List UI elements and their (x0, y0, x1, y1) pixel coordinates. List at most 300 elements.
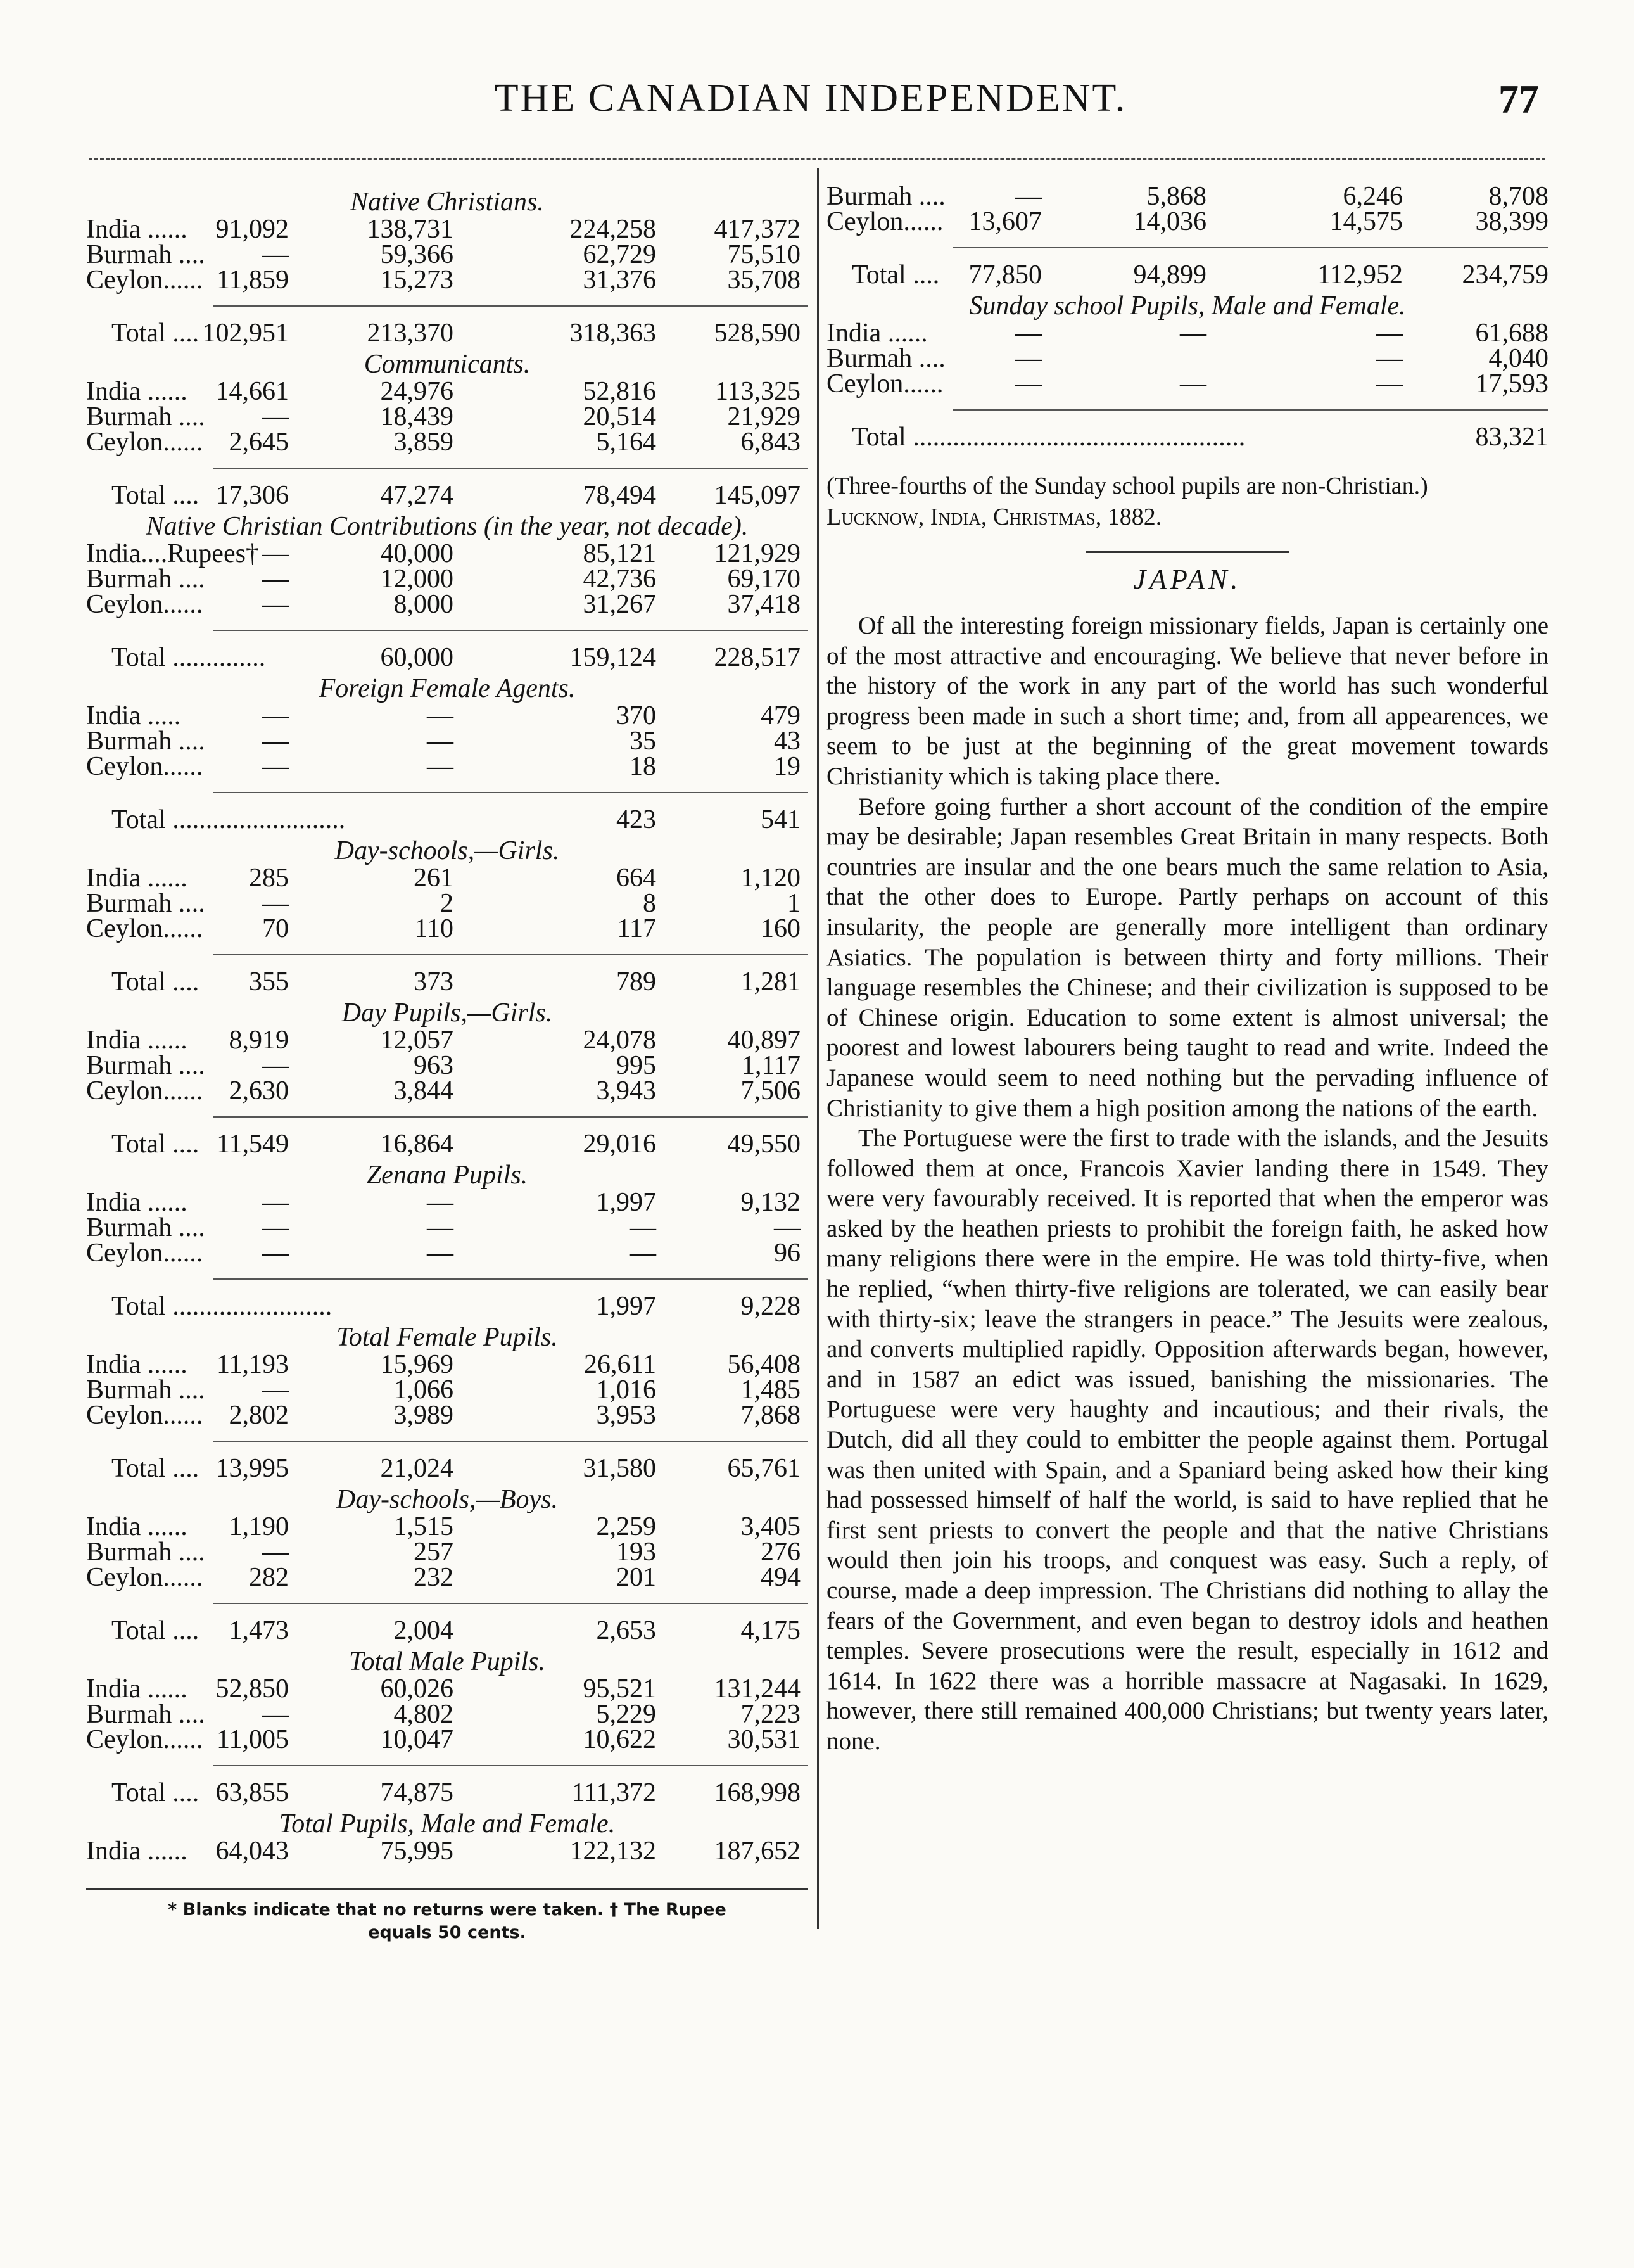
cell-value: 121,929 (714, 539, 801, 568)
cell-value: 47,274 (380, 481, 453, 510)
section-heading: Communicants. (364, 350, 531, 379)
cell-value: — (1180, 319, 1206, 348)
cell-value: 228,517 (714, 643, 801, 672)
table-row (826, 184, 1548, 209)
cell-value: 7,506 (740, 1076, 801, 1105)
section-heading: Total Pupils, Male and Female. (279, 1809, 616, 1838)
cell-value: 63,855 (215, 1778, 289, 1807)
cell-value: — (262, 701, 289, 730)
cell-value: 77,850 (968, 260, 1042, 290)
cell-value: 14,661 (215, 377, 289, 406)
cell-value: 12,057 (380, 1026, 453, 1055)
cell-value: 40,000 (380, 539, 453, 568)
cell-value: 13,995 (215, 1454, 289, 1483)
row-label: Total .... (111, 481, 200, 510)
table-row (86, 404, 808, 430)
cell-value: 201 (616, 1563, 656, 1592)
cell-value: 1,066 (393, 1375, 453, 1405)
cell-value: 1,485 (740, 1375, 801, 1405)
table-row (86, 1190, 808, 1215)
cell-value: 8,708 (1488, 182, 1548, 211)
cell-value: 261 (414, 863, 453, 893)
cell-value: 528,590 (714, 319, 801, 348)
cell-value: — (1376, 369, 1403, 398)
row-label: Ceylon...... (86, 1725, 203, 1754)
table-row (86, 1565, 808, 1590)
cell-value: 1,997 (596, 1188, 656, 1217)
cell-value: 789 (616, 967, 656, 997)
cell-value: 285 (249, 863, 289, 893)
cell-value: 2 (440, 889, 453, 918)
cell-value: 1,281 (740, 967, 801, 997)
cell-value: 276 (761, 1538, 801, 1567)
section-heading: Day-schools,—Girls. (334, 836, 560, 865)
row-label: Total .... (111, 1778, 200, 1807)
section-heading: Day Pupils,—Girls. (341, 998, 553, 1028)
row-label: India ...... (86, 1512, 187, 1541)
row-label: India ...... (86, 1188, 187, 1217)
cell-value: 20,514 (583, 402, 656, 431)
table-row (86, 217, 808, 242)
row-label: Total .... (111, 967, 200, 997)
row-label: Burmah .... (86, 1051, 205, 1080)
cell-value: 664 (616, 863, 656, 893)
cell-value: — (262, 1375, 289, 1405)
row-label: Total .................................................. (852, 423, 1246, 452)
row-label: India ..... (86, 701, 181, 730)
cell-value: — (262, 1700, 289, 1729)
section-heading: Sunday school Pupils, Male and Female. (969, 291, 1406, 321)
table-row (86, 1539, 808, 1565)
row-label: Burmah .... (86, 889, 205, 918)
total-row (86, 1131, 808, 1157)
row-label: India ...... (86, 1837, 187, 1866)
total-row (86, 1618, 808, 1643)
cell-value: 5,868 (1146, 182, 1206, 211)
page-header (82, 71, 1539, 128)
table-row (86, 1514, 808, 1539)
cell-value: 15,273 (380, 265, 453, 295)
cell-value: 18,439 (380, 402, 453, 431)
cell-value: 257 (414, 1538, 453, 1567)
cell-value: 91,092 (215, 215, 289, 244)
cell-value: 52,816 (583, 377, 656, 406)
row-label: Burmah .... (86, 1538, 205, 1567)
cell-value: 318,363 (569, 319, 656, 348)
row-label: Total ........................ (111, 1292, 332, 1321)
cell-value: — (427, 1213, 453, 1242)
row-label: India ...... (86, 1026, 187, 1055)
footnote-rule (86, 1888, 808, 1890)
cell-value: — (427, 1188, 453, 1217)
total-row (86, 321, 808, 346)
cell-value: 224,258 (569, 215, 656, 244)
cell-value: 5,229 (596, 1700, 656, 1729)
cell-value: 14,575 (1329, 207, 1403, 236)
row-label: Total .............. (111, 643, 266, 672)
cell-value: 14,036 (1133, 207, 1206, 236)
cell-value: — (1376, 319, 1403, 348)
right-column (826, 184, 1548, 1932)
cell-value: 112,952 (1317, 260, 1403, 290)
cell-value: 494 (761, 1563, 801, 1592)
cell-value: — (1015, 319, 1042, 348)
table-row (86, 729, 808, 754)
footnote (86, 1899, 808, 1944)
cell-value: 8 (643, 889, 656, 918)
cell-value: 213,370 (367, 319, 453, 348)
row-label: Ceylon...... (86, 428, 203, 457)
cell-value: 963 (414, 1051, 453, 1080)
cell-value: 96 (774, 1239, 801, 1268)
cell-value: 35,708 (727, 265, 801, 295)
cell-value: 282 (249, 1563, 289, 1592)
cell-value: — (262, 539, 289, 568)
table-row (86, 1702, 808, 1727)
table-row (826, 321, 1548, 346)
cell-value: 49,550 (727, 1130, 801, 1159)
cell-value: 16,864 (380, 1130, 453, 1159)
total-row (86, 807, 808, 832)
sunday-school-table (826, 291, 1548, 450)
cell-value: 138,731 (367, 215, 453, 244)
cell-value: — (1015, 369, 1042, 398)
cell-value: 37,418 (727, 590, 801, 619)
row-label: Burmah .... (826, 182, 946, 211)
cell-value: 85,121 (583, 539, 656, 568)
footnote-line: equals 50 cents. (368, 1923, 526, 1942)
table-row (86, 430, 808, 455)
table-row (86, 592, 808, 617)
cell-value: 1,016 (596, 1375, 656, 1405)
cell-value: 4,040 (1488, 344, 1548, 373)
row-label: India....Rupees† (86, 539, 259, 568)
total-row (826, 262, 1548, 288)
cell-value: 40,897 (727, 1026, 801, 1055)
table-row (826, 371, 1548, 397)
section-heading: Total Female Pupils. (336, 1323, 558, 1352)
cell-value: — (262, 1239, 289, 1268)
cell-value: 168,998 (714, 1778, 801, 1807)
row-label: Burmah .... (86, 1375, 205, 1405)
page-number: 77 (1498, 77, 1539, 122)
cell-value: 94,899 (1133, 260, 1206, 290)
cell-value: 17,593 (1475, 369, 1548, 398)
cell-value: 4,802 (393, 1700, 453, 1729)
cell-value: 3,859 (393, 428, 453, 457)
article-paragraph: Before going further a short account of the condition of the empire may be desirable; Japan resembles Great Britain in many respects. Both countries are insular and the one bears much the same relation to Asia, that the other does to Europe. Partly perhaps on account of this insularity, the people are generally more intelligent than ordinary Asiatics. The population is between thirty and forty millions. Their language resembles the Chinese; and their civilization is supposed to be of Chinese origin. Education to some extent is almost universal; the poorest and lowest labourers being taught to read and write. Indeed the Japanese would seem to need nothing but the pervading influence of Christianity to give them a high position among the nations of the earth. (826, 793, 1548, 1122)
cell-value: 193 (616, 1538, 656, 1567)
cell-value: — (262, 590, 289, 619)
cell-value: — (630, 1213, 656, 1242)
cell-value: 159,124 (569, 643, 656, 672)
cell-value: — (427, 752, 453, 781)
article-paragraph: The Portuguese were the first to trade with the islands, and the Jesuits followed them at once, Francois Xavier landing there in 1549. They were very favourably received. It is reported that when the emperor was asked by the heathen priests to prohibit the foreign faith, he asked how many religions there were in the empire. He was told thirty-five, when he replied, “when thirty-five religions are tolerated, we can easily bear with thirty-six; leave the strangers in peace.” The Jesuits were zealous, and converts multiplied rapidly. Opposition afterwards began, however, and in 1587 an edict was issued, banishing the missionaries. The Portuguese were very haughty and incautious; and their rivals, the Dutch, did all they could to embitter the people against them. Portugal was then united with Spain, and a Spaniard being asked how their king had possessed himself of half the world, is said to have replied that he first sent priests to convert the people and that the native Christians would then join his troops, and conquest was easy. Such a reply, of course, made a deep impression. The Christians did nothing to allay the fears of the Government, and even began to destroy idols and heathen temples. Severe prosecutions were the result, especially in 1612 and 1614. In 1622 there was a horrible massacre at Nagasaki. In 1629, however, there still remained 400,000 Christians; but twenty years later, none. (826, 1124, 1548, 1755)
total-row (86, 1456, 808, 1481)
header-rule (89, 158, 1545, 160)
cell-value: 61,688 (1475, 319, 1548, 348)
section-heading: Day-schools,—Boys. (336, 1485, 558, 1514)
cell-value: 417,372 (714, 215, 801, 244)
cell-value: 117 (617, 914, 656, 943)
row-label: Ceylon...... (86, 914, 203, 943)
table-row (86, 541, 808, 566)
cell-value: 7,223 (740, 1700, 801, 1729)
cell-value: 56,408 (727, 1350, 801, 1379)
cell-value: 3,844 (393, 1076, 453, 1105)
total-row (86, 483, 808, 508)
cell-value: — (427, 701, 453, 730)
row-label: Burmah .... (86, 402, 205, 431)
cell-value: 18 (630, 752, 656, 781)
cell-value: 15,969 (380, 1350, 453, 1379)
cell-value: 2,004 (393, 1616, 453, 1645)
cell-value: — (427, 1239, 453, 1268)
cell-value: 10,047 (380, 1725, 453, 1754)
table-row (86, 754, 808, 779)
row-label: Ceylon...... (826, 207, 944, 236)
row-label: Ceylon...... (86, 265, 203, 295)
row-label: India ...... (86, 1350, 187, 1379)
table-row (86, 566, 808, 592)
cell-value: 21,024 (380, 1454, 453, 1483)
row-label: Ceylon...... (86, 1076, 203, 1105)
total-row (86, 969, 808, 995)
cell-value: 64,043 (215, 1837, 289, 1866)
cell-value: 370 (616, 701, 656, 730)
cell-value: 6,246 (1343, 182, 1403, 211)
cell-value: 75,995 (380, 1837, 453, 1866)
table-row (826, 209, 1548, 234)
row-label: Burmah .... (826, 344, 946, 373)
row-label: India ...... (86, 863, 187, 893)
cell-value: 30,531 (727, 1725, 801, 1754)
cell-value: 31,376 (583, 265, 656, 295)
row-label: Total .......................... (111, 805, 346, 834)
cell-value: 59,366 (380, 240, 453, 269)
cell-value: — (262, 889, 289, 918)
table-row (86, 379, 808, 404)
table-row (826, 346, 1548, 371)
row-label: Burmah .... (86, 240, 205, 269)
table-row (86, 891, 808, 916)
cell-value: 21,929 (727, 402, 801, 431)
cell-value: 2,802 (229, 1401, 289, 1430)
cell-value: 1,997 (596, 1292, 656, 1321)
row-label: Total .... (111, 1130, 200, 1159)
article-title: JAPAN. (1133, 564, 1242, 595)
cell-value: 10,622 (583, 1725, 656, 1754)
cell-value: 1,515 (393, 1512, 453, 1541)
cell-value: 11,859 (217, 265, 289, 295)
cell-value: 1,473 (229, 1616, 289, 1645)
cell-value: — (774, 1213, 801, 1242)
cell-value: 3,953 (596, 1401, 656, 1430)
cell-value: 479 (761, 701, 801, 730)
cell-value: 355 (249, 967, 289, 997)
cell-value: 1,190 (229, 1512, 289, 1541)
cell-value: 3,943 (596, 1076, 656, 1105)
cell-value: — (630, 1239, 656, 1268)
row-label: Ceylon...... (86, 590, 203, 619)
cell-value: 78,494 (583, 481, 656, 510)
cell-value: 43 (774, 727, 801, 756)
footnote-line: * Blanks indicate that no returns were taken. † The Rupee (168, 1900, 726, 1920)
cell-value: — (1015, 182, 1042, 211)
cell-value: 17,306 (215, 481, 289, 510)
table-row (86, 1727, 808, 1752)
row-label: India ...... (826, 319, 928, 348)
cell-value: 69,170 (727, 564, 801, 594)
total-row (86, 1780, 808, 1806)
section-heading: Total Male Pupils. (349, 1647, 545, 1676)
row-label: India ...... (86, 377, 187, 406)
cell-value: 13,607 (968, 207, 1042, 236)
cell-value: 102,951 (202, 319, 289, 348)
article-paragraph: Of all the interesting foreign missionary fields, Japan is certainly one of the most attractive and encouraging. We believe that never before in the history of the work in any part of the world has such wonderful progress been made in such a short time; and, from all appearences, we seem to be just at the beginning of the great movement towards Christianity which is taking place there. (826, 612, 1548, 790)
cell-value: — (262, 240, 289, 269)
cell-value: 7,868 (740, 1401, 801, 1430)
cell-value: 131,244 (714, 1674, 801, 1704)
cell-value: 60,026 (380, 1674, 453, 1704)
cell-value: 24,078 (583, 1026, 656, 1055)
table-row (86, 1403, 808, 1428)
section-heading: Native Christians. (350, 188, 544, 217)
column-divider (817, 168, 819, 1929)
row-label: Total .... (111, 1616, 200, 1645)
table-row (86, 1676, 808, 1702)
continued-table (826, 184, 1548, 288)
row-label: India ...... (86, 1674, 187, 1704)
cell-value: — (1015, 344, 1042, 373)
table-row (86, 267, 808, 293)
section-heading: Native Christian Contributions (in the year, not decade). (146, 512, 749, 541)
cell-value: 110 (414, 914, 453, 943)
cell-value: 11,193 (217, 1350, 289, 1379)
cell-value: 423 (616, 805, 656, 834)
cell-value: — (427, 727, 453, 756)
cell-value: 122,132 (569, 1837, 656, 1866)
cell-value: 38,399 (1475, 207, 1548, 236)
cell-value: 2,259 (596, 1512, 656, 1541)
cell-value: 145,097 (714, 481, 801, 510)
table-row (86, 1028, 808, 1053)
cell-value: 31,580 (583, 1454, 656, 1483)
cell-value: 9,132 (740, 1188, 801, 1217)
total-row (826, 424, 1548, 450)
journal-title: THE CANADIAN INDEPENDENT. (494, 77, 1127, 120)
cell-value: — (262, 727, 289, 756)
row-label: Ceylon...... (826, 369, 944, 398)
cell-value: 35 (630, 727, 656, 756)
table-row (86, 1053, 808, 1078)
cell-value: 60,000 (380, 643, 453, 672)
cell-value: 9,228 (740, 1292, 801, 1321)
cell-value: 234,759 (1462, 260, 1548, 290)
cell-value: 1,117 (742, 1051, 801, 1080)
cell-value: 42,736 (583, 564, 656, 594)
row-label: Ceylon...... (86, 1563, 203, 1592)
cell-value: 95,521 (583, 1674, 656, 1704)
table-row (86, 1078, 808, 1104)
cell-value: — (1180, 369, 1206, 398)
cell-value: — (262, 1188, 289, 1217)
row-label: Ceylon...... (86, 752, 203, 781)
cell-value: 29,016 (583, 1130, 656, 1159)
cell-value: 5,164 (596, 428, 656, 457)
row-label: Burmah .... (86, 1700, 205, 1729)
table-row (86, 865, 808, 891)
cell-value: 187,652 (714, 1837, 801, 1866)
cell-value: 113,325 (715, 377, 801, 406)
cell-value: 3,405 (740, 1512, 801, 1541)
cell-value: 6,843 (740, 428, 801, 457)
cell-value: 83,321 (1475, 423, 1548, 452)
row-label: Ceylon...... (86, 1239, 203, 1268)
cell-value: — (1376, 344, 1403, 373)
table-row (86, 703, 808, 729)
table-row (86, 1240, 808, 1266)
cell-value: 26,611 (584, 1350, 656, 1379)
row-label: India ...... (86, 215, 187, 244)
table-row (86, 1352, 808, 1377)
cell-value: 11,549 (217, 1130, 289, 1159)
row-label: Total .... (111, 319, 200, 348)
section-separator (1086, 551, 1289, 553)
cell-value: — (262, 1051, 289, 1080)
cell-value: 1 (787, 889, 801, 918)
cell-value: 8,000 (393, 590, 453, 619)
total-row (86, 645, 808, 670)
dateline: Lucknow, India, Christmas, 1882. (826, 504, 1162, 530)
cell-value: 4,175 (740, 1616, 801, 1645)
cell-value: 65,761 (727, 1454, 801, 1483)
cell-value: 62,729 (583, 240, 656, 269)
table-row (86, 1838, 808, 1864)
total-row (86, 1294, 808, 1319)
row-label: Ceylon...... (86, 1401, 203, 1430)
cell-value: 24,976 (380, 377, 453, 406)
cell-value: 11,005 (217, 1725, 289, 1754)
cell-value: — (262, 1538, 289, 1567)
row-label: Burmah .... (86, 1213, 205, 1242)
cell-value: 373 (414, 967, 453, 997)
cell-value: 75,510 (727, 240, 801, 269)
cell-value: 12,000 (380, 564, 453, 594)
section-heading: Zenana Pupils. (366, 1161, 528, 1190)
cell-value: 1,120 (740, 863, 801, 893)
cell-value: 2,630 (229, 1076, 289, 1105)
cell-value: 995 (616, 1051, 656, 1080)
table-row (86, 916, 808, 941)
cell-value: 19 (774, 752, 801, 781)
cell-value: — (262, 752, 289, 781)
cell-value: 74,875 (380, 1778, 453, 1807)
statistics-column (86, 184, 808, 1942)
cell-value: 3,989 (393, 1401, 453, 1430)
cell-value: — (262, 564, 289, 594)
section-heading: Foreign Female Agents. (319, 674, 576, 703)
cell-value: 70 (262, 914, 289, 943)
cell-value: 160 (761, 914, 801, 943)
table-note: (Three-fourths of the Sunday school pupils are non-Christian.) (826, 473, 1428, 499)
table-row (86, 1215, 808, 1240)
row-label: Total .... (852, 260, 940, 290)
cell-value: 2,653 (596, 1616, 656, 1645)
table-row (86, 1377, 808, 1403)
cell-value: 232 (414, 1563, 453, 1592)
cell-value: 52,850 (215, 1674, 289, 1704)
